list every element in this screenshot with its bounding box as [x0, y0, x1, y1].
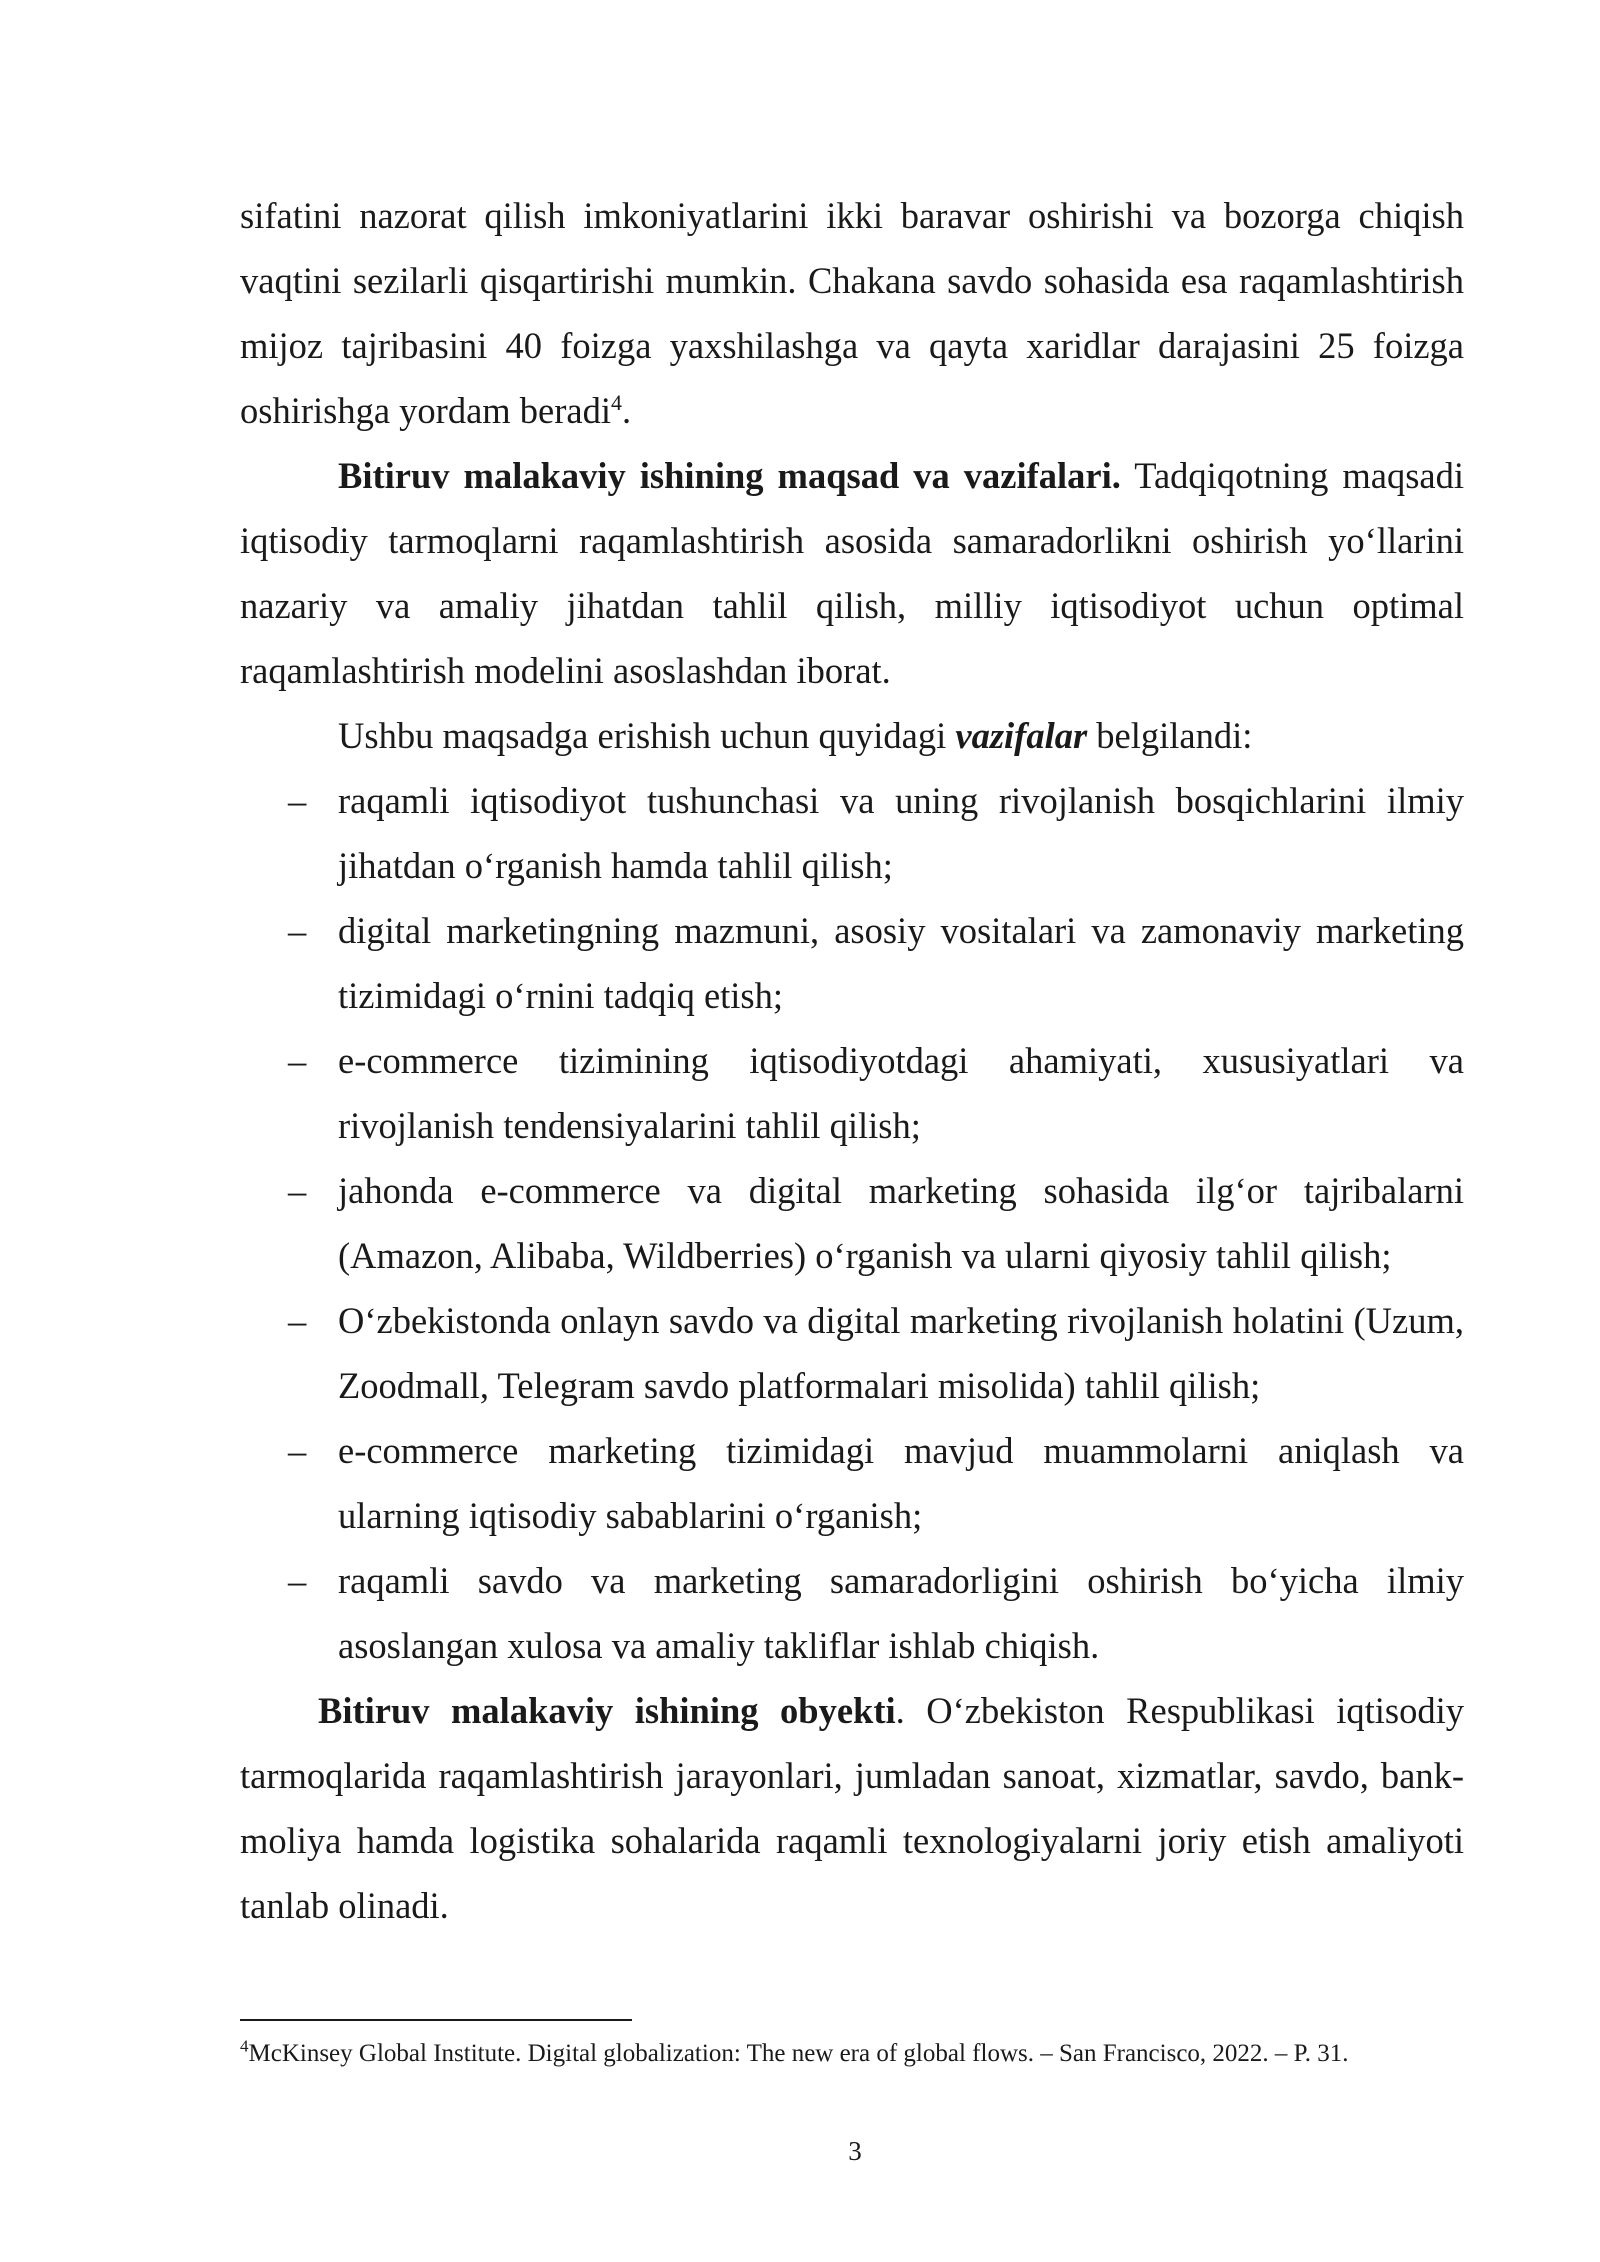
- object-paragraph: [240, 1678, 1464, 1938]
- list-item-text: jahonda e-commerce va digital marketing sohasida ilg‘or tajribalarni (Amazon, Alibaba, Wildberries) o‘rganish va ularni qiyosiy tahlil qilish;: [338, 1170, 1464, 1276]
- list-item: [240, 898, 1464, 1028]
- page-number: 3: [848, 2136, 862, 2166]
- list-dash: –: [288, 910, 307, 951]
- object-heading: Bitiruv malakaviy ishining obyekti: [318, 1690, 896, 1731]
- tasks-list: [240, 768, 1464, 1678]
- purpose-paragraph: [240, 443, 1464, 703]
- list-item-text: raqamli iqtisodiyot tushunchasi va uning rivojlanish bosqichlarini ilmiy jihatdan o‘rganish hamda tahlil qilish;: [338, 780, 1464, 886]
- list-dash: –: [288, 1040, 307, 1081]
- list-dash: –: [288, 1300, 307, 1341]
- list-item: [240, 1158, 1464, 1288]
- list-item: [240, 1288, 1464, 1418]
- paragraph-continuation: [240, 183, 1464, 443]
- list-item-text: raqamli savdo va marketing samaradorligini oshirish bo‘yicha ilmiy asoslangan xulosa va amaliy takliflar ishlab chiqish.: [338, 1560, 1464, 1666]
- footnote-reference: 4: [611, 389, 622, 415]
- list-dash: –: [288, 780, 307, 821]
- paragraph-end: .: [621, 390, 632, 431]
- list-item: [240, 1418, 1464, 1548]
- list-item-text: e-commerce marketing tizimidagi mavjud muammolarni aniqlash va ularning iqtisodiy sabablarini o‘rganish;: [338, 1430, 1464, 1536]
- list-dash: –: [288, 1170, 307, 1211]
- list-item: [240, 768, 1464, 898]
- object-text: . O‘zbekiston Respublikasi iqtisodiy tarmoqlarida raqamlashtirish jarayonlari, jumladan sanoat, xizmatlar, savdo, bank-moliya hamda logistika sohalarida raqamli texnologiyalarni joriy etish amaliyoti tanlab olinadi.: [240, 1690, 1465, 1926]
- purpose-heading: Bitiruv malakaviy ishining maqsad va vazifalari.: [338, 455, 1121, 496]
- list-dash: –: [288, 1560, 307, 1601]
- list-item: [240, 1028, 1464, 1158]
- document-body: [240, 183, 1464, 1938]
- list-item-text: e-commerce tizimining iqtisodiyotdagi ahamiyati, xususiyatlari va rivojlanish tendensiyalarini tahlil qilish;: [338, 1040, 1464, 1146]
- tasks-intro: [240, 703, 1464, 768]
- tasks-intro-emphasis: vazifalar: [955, 715, 1088, 756]
- footnote-number: 4: [240, 2036, 249, 2056]
- tasks-intro-before: Ushbu maqsadga erishish uchun quyidagi: [338, 715, 956, 756]
- list-item: [240, 1548, 1464, 1678]
- tasks-intro-after: belgilandi:: [1087, 715, 1253, 756]
- list-dash: –: [288, 1430, 307, 1471]
- footnote-text: McKinsey Global Institute. Digital globalization: The new era of global flows. – San Francisco, 2022. – P. 31.: [248, 2040, 1349, 2067]
- list-item-text: digital marketingning mazmuni, asosiy vositalari va zamonaviy marketing tizimidagi o‘rnini tadqiq etish;: [338, 910, 1464, 1016]
- purpose-text: Tadqiqotning maqsadi iqtisodiy tarmoqlarni raqamlashtirish asosida samaradorlikni oshirish yo‘llarini nazariy va amaliy jihatdan tahlil qilish, milliy iqtisodiyot uchun optimal raqamlashtirish modelini asoslashdan iborat.: [240, 455, 1464, 691]
- footnote-separator: [240, 2019, 632, 2021]
- list-item-text: O‘zbekistonda onlayn savdo va digital marketing rivojlanish holatini (Uzum, Zoodmall, Telegram savdo platformalari misolida) tahlil qilish;: [338, 1300, 1464, 1406]
- footnote: [240, 2036, 1349, 2072]
- paragraph-text: sifatini nazorat qilish imkoniyatlarini ikki baravar oshirishi va bozorga chiqish vaqtini sezilarli qisqartirishi mumkin. Chakana savdo sohasida esa raqamlashtirish mijoz tajribasini 40 foizga yaxshilashga va qayta xaridlar darajasini 25 foizga oshirishga yordam beradi: [240, 195, 1464, 431]
